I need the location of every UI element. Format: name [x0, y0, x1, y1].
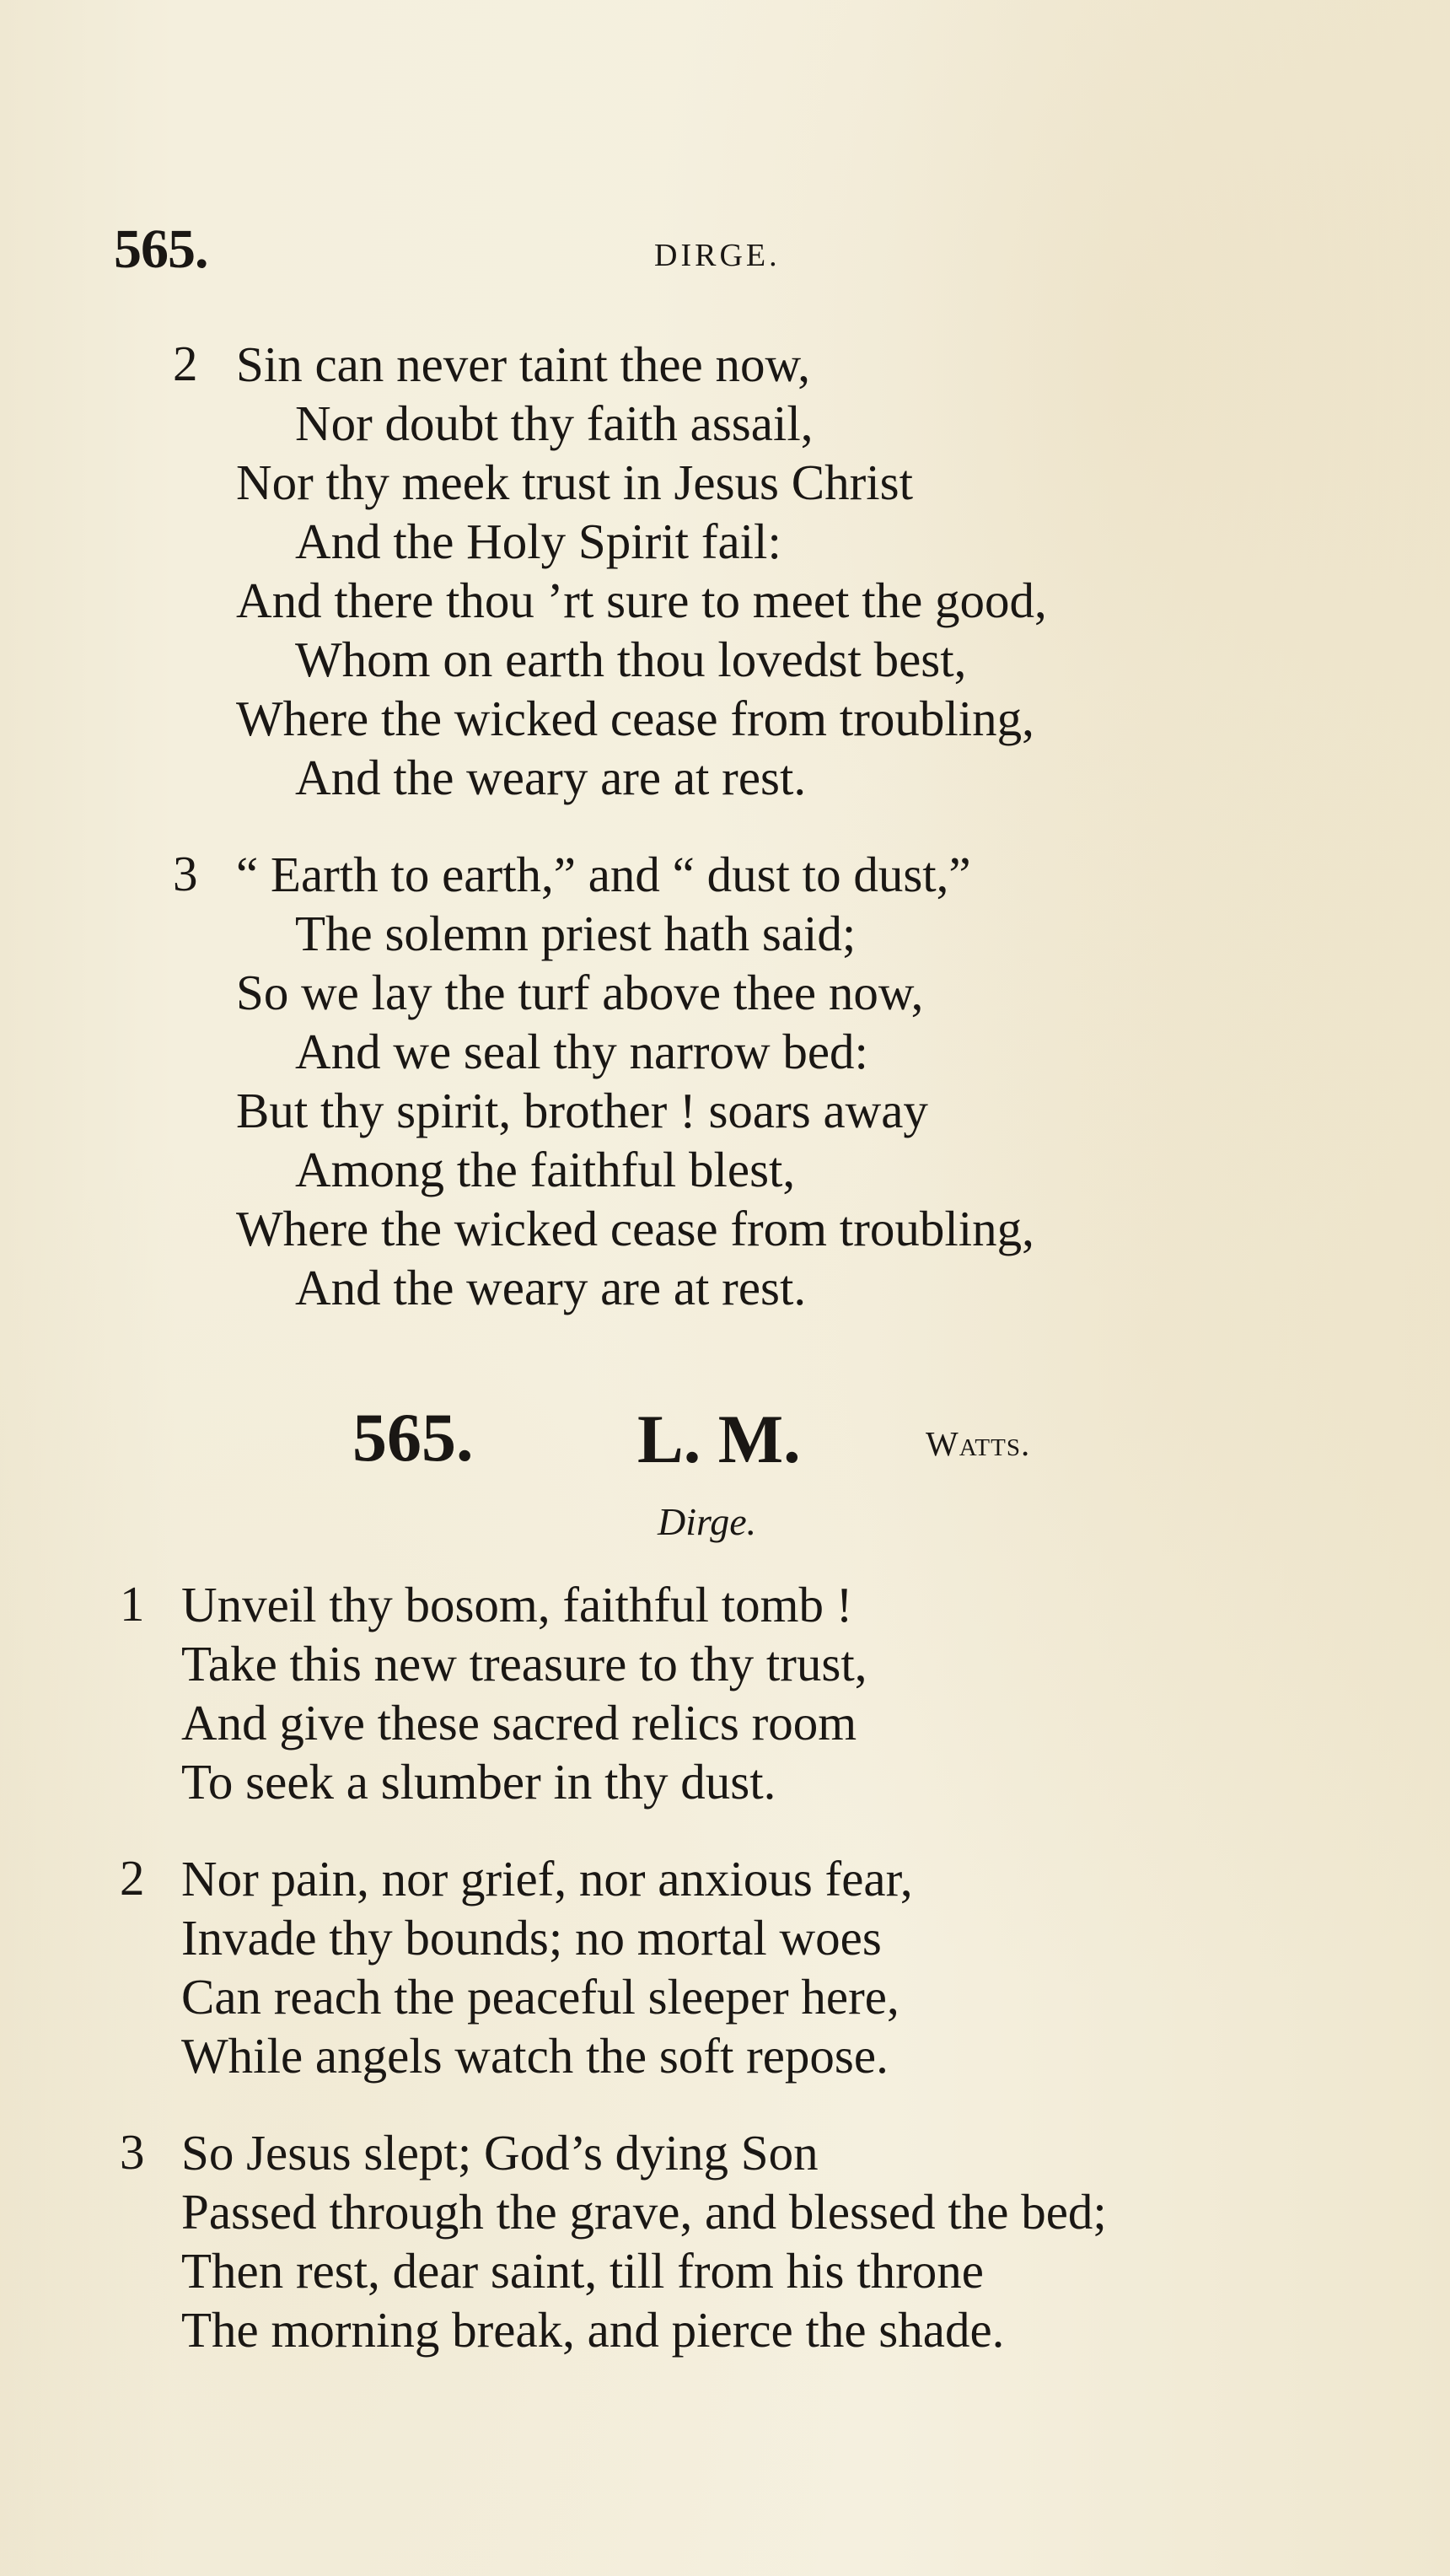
verse-line: Where the wicked cease from troubling,: [236, 1201, 1034, 1256]
stanza-number: 3: [173, 846, 198, 901]
verse-line: And there thou ’rt sure to meet the good,: [236, 573, 1047, 628]
hymn-meter: L. M.: [637, 1401, 801, 1477]
stanza-number: 2: [173, 336, 198, 391]
verse-line: And we seal thy narrow bed:: [295, 1024, 868, 1079]
verse-line: Take this new treasure to thy trust,: [181, 1636, 867, 1691]
page-number: 565.: [114, 218, 208, 280]
verse-line: Nor thy meek trust in Jesus Christ: [236, 454, 914, 510]
hymn-author: Watts.: [926, 1424, 1031, 1463]
verse-line: Sin can never taint thee now,: [236, 336, 811, 392]
verse-line: And the weary are at rest.: [295, 750, 807, 805]
verse-line: Nor doubt thy faith assail,: [295, 395, 814, 451]
verse-line: “ Earth to earth,” and “ dust to dust,”: [236, 847, 971, 902]
stanza-number: 2: [120, 1850, 145, 1906]
verse-line: So we lay the turf above thee now,: [236, 965, 924, 1020]
verse-line: Unveil thy bosom, faithful tomb !: [181, 1577, 853, 1632]
verse-line: Invade thy bounds; no mortal woes: [181, 1910, 882, 1966]
stanza-number: 3: [120, 2124, 145, 2180]
verse-line: Whom on earth thou lovedst best,: [295, 632, 967, 687]
verse-line: Can reach the peaceful sleeper here,: [181, 1969, 900, 2025]
verse-line: And the Holy Spirit fail:: [295, 514, 781, 569]
verse-line: Among the faithful blest,: [295, 1142, 796, 1197]
verse-line: While angels watch the soft repose.: [181, 2028, 889, 2084]
verse-line: And give these sacred relics room: [181, 1695, 857, 1750]
verse-line: The solemn priest hath said;: [295, 906, 857, 961]
running-title: DIRGE.: [654, 238, 781, 273]
verse-line: Passed through the grave, and blessed the bed;: [181, 2184, 1107, 2240]
verse-line: But thy spirit, brother ! soars away: [236, 1083, 928, 1138]
verse-line: Nor pain, nor grief, nor anxious fear,: [181, 1851, 913, 1906]
hymn-subtitle: Dirge.: [658, 1500, 757, 1543]
verse-line: To seek a slumber in thy dust.: [181, 1754, 776, 1810]
verse-line: Where the wicked cease from troubling,: [236, 691, 1034, 746]
stanza-number: 1: [120, 1576, 145, 1632]
verse-line: So Jesus slept; God’s dying Son: [181, 2125, 819, 2181]
verse-line: The morning break, and pierce the shade.: [181, 2302, 1005, 2358]
verse-line: And the weary are at rest.: [295, 1260, 807, 1315]
hymn-number: 565.: [352, 1399, 474, 1476]
verse-line: Then rest, dear saint, till from his throne: [181, 2243, 984, 2299]
